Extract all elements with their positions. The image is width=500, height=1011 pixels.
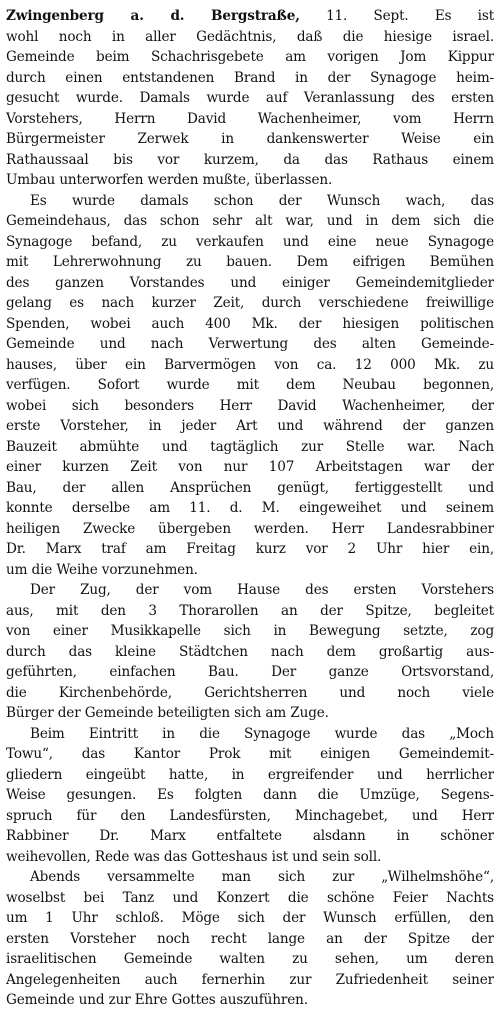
article-line: Vorstehers, Herrn David Wachenheimer, vom Herrn xyxy=(6,110,494,127)
article-line: woselbst bei Tanz und Konzert die schöne Feier Nachts xyxy=(6,889,494,906)
article-line: einer kurzen Zeit von nur 107 Arbeitstagen war der xyxy=(6,459,494,475)
article-line: spruch für den Landesfürsten, Minchagebet, und Herr xyxy=(6,807,494,824)
article-line: Bürgermeister Zerwek in dankenswerter Weise ein xyxy=(6,131,494,147)
article-line: Umbau unterworfen werden mußte, überlassen. xyxy=(6,172,333,188)
article-line: Abends versammelte man sich zur „Wilhelmshöhe“, xyxy=(30,869,494,885)
article-line: geführten, einfachen Bau. Der ganze Ortsvorstand, xyxy=(6,664,494,680)
article-line: wobei sich besonders Herr David Wachenheimer, der xyxy=(6,397,494,414)
article-line: weihevollen, Rede was das Gotteshaus ist und sein soll. xyxy=(6,848,382,865)
article-line: Gemeindehaus, das schon sehr alt war, und in dem sich die xyxy=(6,213,494,229)
article-line: von einer Musikkapelle sich in Bewegung setzte, zog xyxy=(6,623,494,639)
article-line: gesucht wurde. Damals wurde auf Veranlassung des ersten xyxy=(6,90,494,106)
article-line: wohl noch in aller Gedächtnis, daß die hiesige israel. xyxy=(6,28,494,45)
article-line: Angelegenheiten auch fernerhin zur Zufriedenheit seiner xyxy=(6,971,494,988)
article-line: Rathaussaal bis vor kurzem, da das Rathaus einem xyxy=(6,151,494,168)
article-line: Weise gesungen. Es folgten dann die Umzüge, Segens- xyxy=(6,787,494,803)
article-line: Spenden, wobei auch 400 Mk. der hiesigen politischen xyxy=(6,315,494,332)
article-line: Gemeinde beim Schachrisgebete am vorigen Jom Kippur xyxy=(6,49,494,65)
news-article xyxy=(6,6,494,1011)
article-line: die Kirchenbehörde, Gerichtsherren und noch viele xyxy=(6,684,494,701)
article-line: des ganzen Vorstandes und einiger Gemeindemitglieder xyxy=(6,274,494,291)
article-line: verfügen. Sofort wurde mit dem Neubau begonnen, xyxy=(6,377,494,393)
article-line: Synagoge befand, zu verkaufen und eine neue Synagoge xyxy=(6,233,494,250)
article-line: israelitischen Gemeinde walten zu sehen, um deren xyxy=(6,951,494,967)
article-line: konnte derselbe am 11. d. M. eingeweihet und seinem xyxy=(6,500,494,516)
article-line: durch das kleine Städtchen nach dem großartig aus- xyxy=(6,643,494,660)
article-line: gliedern eingeübt hatte, in ergreifender und herrlicher xyxy=(6,766,494,783)
article-line: Bürger der Gemeinde beteiligten sich am Zuge. xyxy=(6,705,329,721)
article-line: heiligen Zwecke übergeben werden. Herr Landesrabbiner xyxy=(6,520,494,537)
article-line: Towu“, das Kantor Prok mit einigen Gemeindemit- xyxy=(6,746,494,762)
article-line: Gemeinde und nach Verwertung des alten Gemeinde- xyxy=(6,336,494,352)
article-line: Der Zug, der vom Hause des ersten Vorstehers xyxy=(30,582,494,598)
article-line: um die Weihe vorzunehmen. xyxy=(6,561,198,578)
article-line: Bauzeit abmühte und tagtäglich zur Stelle war. Nach xyxy=(6,438,494,455)
article-line: Dr. Marx traf am Freitag kurz vor 2 Uhr hier ein, xyxy=(6,541,494,557)
article-line: hauses, über ein Barvermögen von ca. 12 000 Mk. zu xyxy=(6,356,494,373)
article-dateline: Zwingenberg a. d. Bergstraße, xyxy=(6,8,300,24)
article-line: Beim Eintritt in die Synagoge wurde das „Moch xyxy=(30,725,494,742)
article-line: Gemeinde und zur Ehre Gottes auszuführen. xyxy=(6,992,308,1008)
article-line-text: 11. Sept. Es ist xyxy=(326,8,494,24)
article-line: Rabbiner Dr. Marx entfaltete alsdann in schöner xyxy=(6,828,494,844)
article-line: Bau, der allen Ansprüchen genügt, fertiggestellt und xyxy=(6,479,494,496)
article-line: mit Lehrerwohnung zu bauen. Dem eifrigen Bemühen xyxy=(6,254,494,270)
article-line: durch einen entstandenen Brand in der Synagoge heim- xyxy=(6,69,494,86)
article-line: ersten Vorsteher noch recht lange an der Spitze der xyxy=(6,930,494,947)
article-line xyxy=(6,6,494,27)
article-line: um 1 Uhr schloß. Möge sich der Wunsch erfüllen, den xyxy=(6,910,494,926)
article-line: Es wurde damals schon der Wunsch wach, das xyxy=(30,192,494,209)
article-line: erste Vorsteher, in jeder Art und während der ganzen xyxy=(6,418,494,434)
article-line: gelang es nach kurzer Zeit, durch verschiedene freiwillige xyxy=(6,295,494,311)
article-line: aus, mit den 3 Thorarollen an der Spitze, begleitet xyxy=(6,602,494,619)
